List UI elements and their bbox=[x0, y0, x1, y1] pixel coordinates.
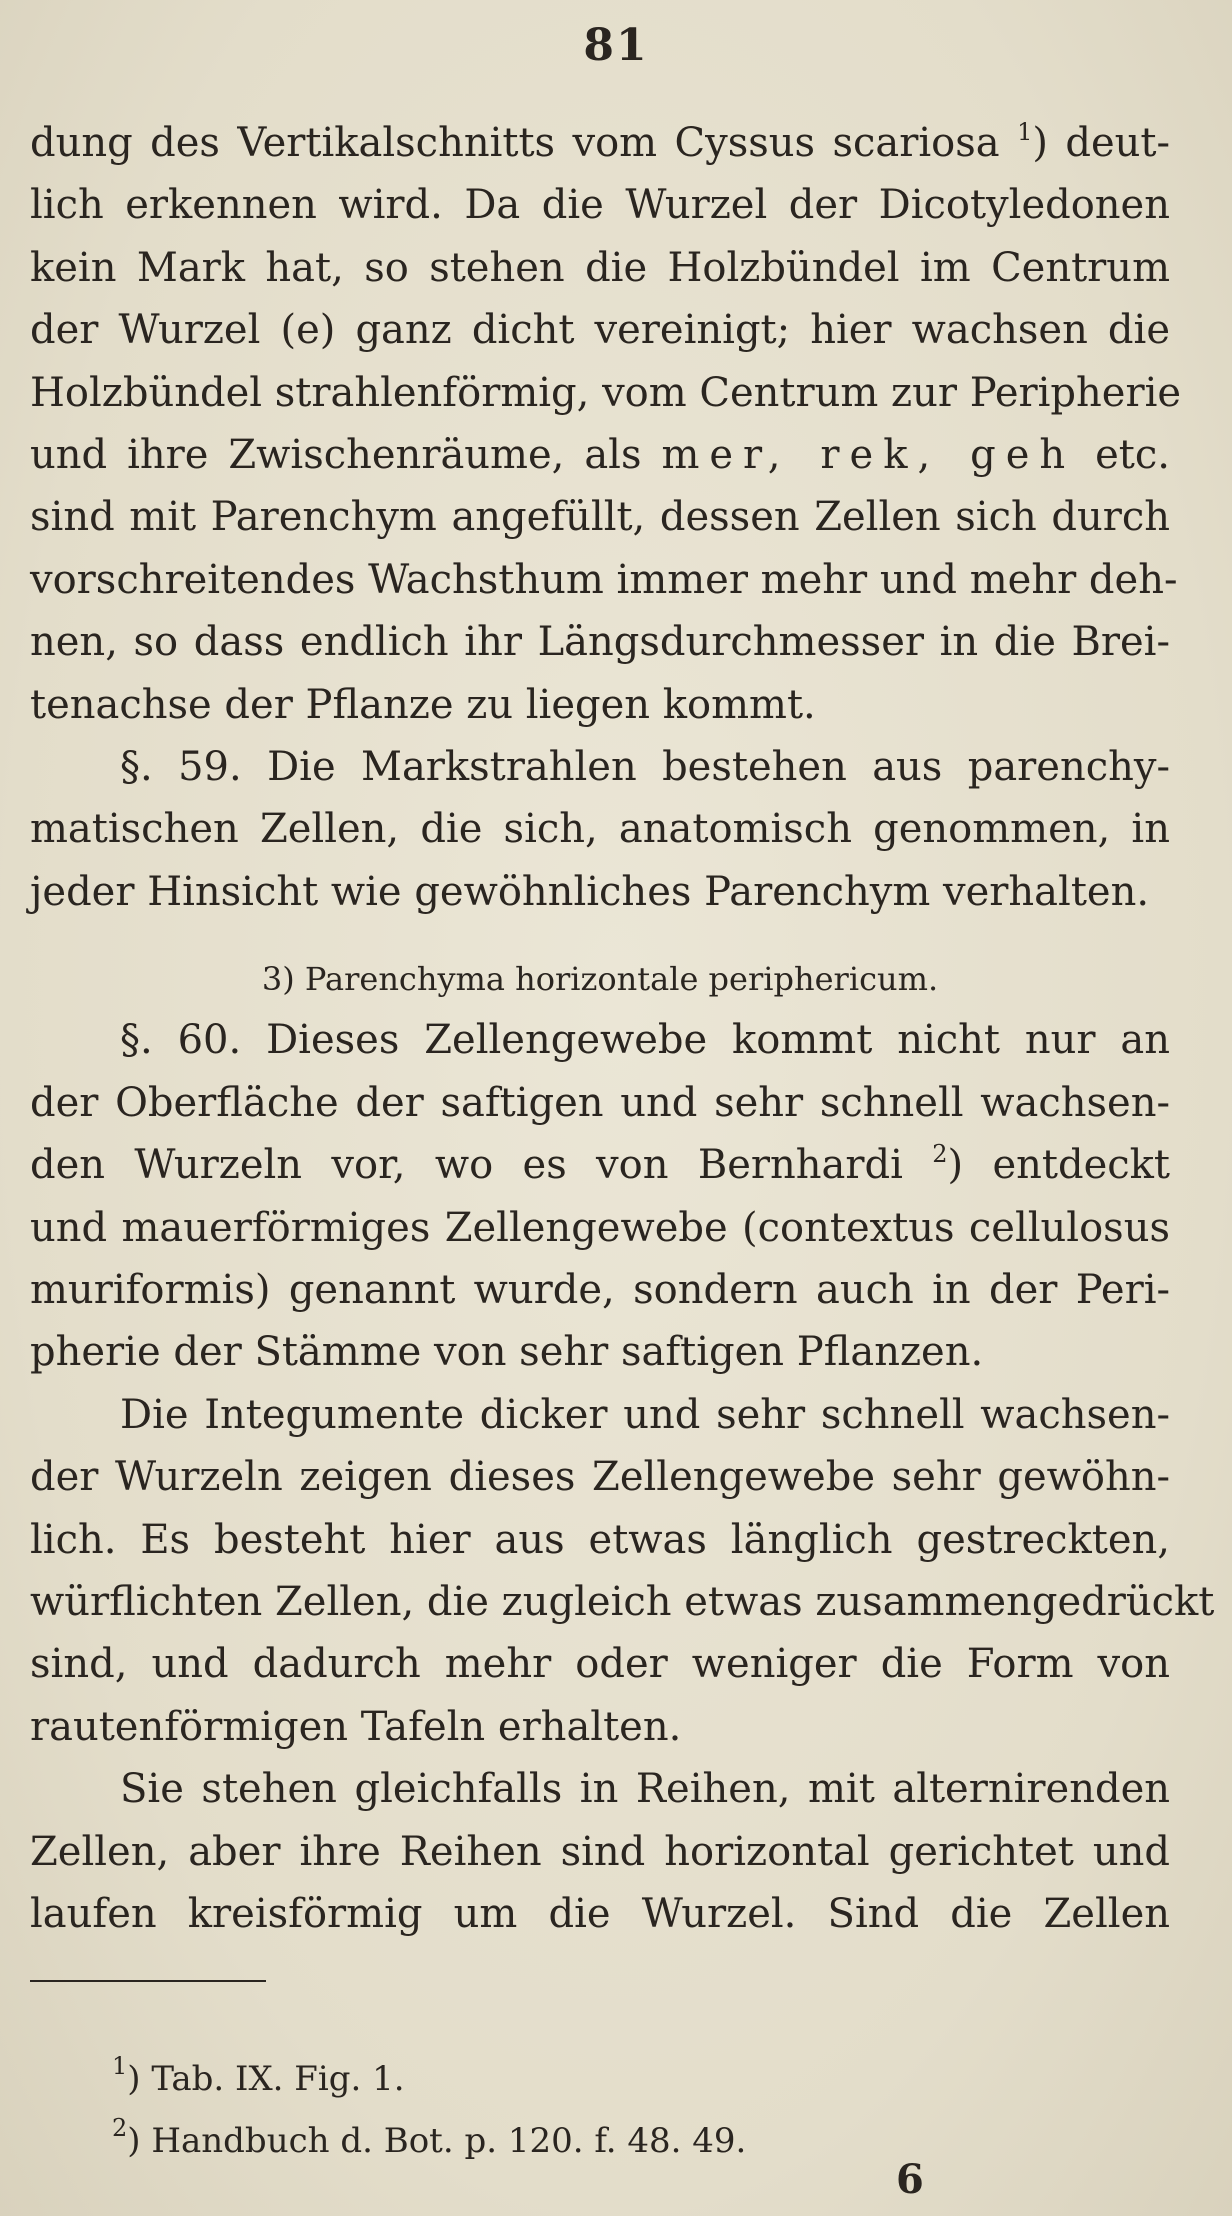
footnote-divider bbox=[30, 1980, 266, 1982]
text-line: kein Mark hat, so stehen die Holzbündel im Centrum bbox=[30, 244, 1170, 291]
text-line: Holzbündel strahlenförmig, vom Centrum zur Peripherie bbox=[30, 369, 1182, 416]
text-line: der Wurzeln zeigen dieses Zellengewebe sehr gewöhn- bbox=[30, 1454, 1170, 1501]
text-line: vorschreitendes Wachsthum immer mehr und mehr deh- bbox=[30, 556, 1178, 603]
text-line: würflichten Zellen, die zugleich etwas zusammengedrückt bbox=[30, 1578, 1215, 1625]
section-heading: 3) Parenchyma horizontale periphericum. bbox=[261, 960, 939, 999]
paragraph-start: Sie stehen gleichfalls in Reihen, mit alternirenden bbox=[120, 1766, 1170, 1813]
page-number: 81 bbox=[583, 20, 649, 71]
text-line: der Wurzel (e) ganz dicht vereinigt; hier wachsen die bbox=[30, 307, 1170, 354]
text-line: jeder Hinsicht wie gewöhnliches Parenchym verhalten. bbox=[30, 868, 1150, 915]
text-line: sind, und dadurch mehr oder weniger die Form von bbox=[30, 1641, 1170, 1688]
text-line: dung des Vertikalschnitts vom Cyssus scariosa $^1$) deut- bbox=[30, 118, 1171, 166]
paragraph-start: Die Integumente dicker und sehr schnell wachsen- bbox=[120, 1391, 1170, 1438]
text-line: sind mit Parenchym angefüllt, dessen Zellen sich durch bbox=[30, 494, 1170, 541]
text-line: muriformis) genannt wurde, sondern auch in der Peri- bbox=[30, 1266, 1170, 1313]
text-line: und mauerförmiges Zellengewebe (contextus cellulosus bbox=[30, 1204, 1170, 1251]
text-line: rautenförmigen Tafeln erhalten. bbox=[30, 1703, 682, 1750]
text-line: lich erkennen wird. Da die Wurzel der Dicotyledonen bbox=[30, 182, 1170, 229]
text-line: tenachse der Pflanze zu liegen kommt. bbox=[30, 681, 816, 728]
footnote-ref-2: 2 bbox=[932, 1140, 948, 1169]
footnotes bbox=[112, 2048, 746, 2172]
section-60-start: §. 60. Dieses Zellengewebe kommt nicht nur an bbox=[120, 1017, 1170, 1064]
text-line: der Oberfläche der saftigen und sehr schnell wachsen- bbox=[30, 1079, 1170, 1126]
text-line: den Wurzeln vor, wo es von Bernhardi $^2$) entdeckt bbox=[30, 1140, 1170, 1189]
main-text bbox=[30, 112, 1215, 1945]
section-59-start: §. 59. Die Markstrahlen bestehen aus parenchy- bbox=[120, 744, 1170, 791]
footnote-ref-1: 1 bbox=[1017, 118, 1033, 146]
text-line: Zellen, aber ihre Reihen sind horizontal gerichtet und bbox=[30, 1828, 1170, 1875]
spaced-text: mer, rek, geh bbox=[661, 432, 1076, 479]
footnote-1: $^1$) Tab. IX. Fig. 1. bbox=[112, 2052, 405, 2099]
text-line: und ihre Zwischenräume, als mer, rek, geh etc. bbox=[30, 432, 1170, 479]
signature-mark: 6 bbox=[896, 2156, 924, 2203]
text-line: pherie der Stämme von sehr saftigen Pflanzen. bbox=[30, 1329, 984, 1376]
text-line: matischen Zellen, die sich, anatomisch genommen, in bbox=[30, 806, 1170, 853]
text-line: nen, so dass endlich ihr Längsdurchmesser in die Brei- bbox=[30, 619, 1170, 666]
footnote-2: $^2$) Handbuch d. Bot. p. 120. f. 48. 49. bbox=[112, 2114, 747, 2161]
text-line: lich. Es besteht hier aus etwas länglich gestreckten, bbox=[30, 1516, 1170, 1563]
text-line: laufen kreisförmig um die Wurzel. Sind die Zellen bbox=[30, 1890, 1170, 1937]
